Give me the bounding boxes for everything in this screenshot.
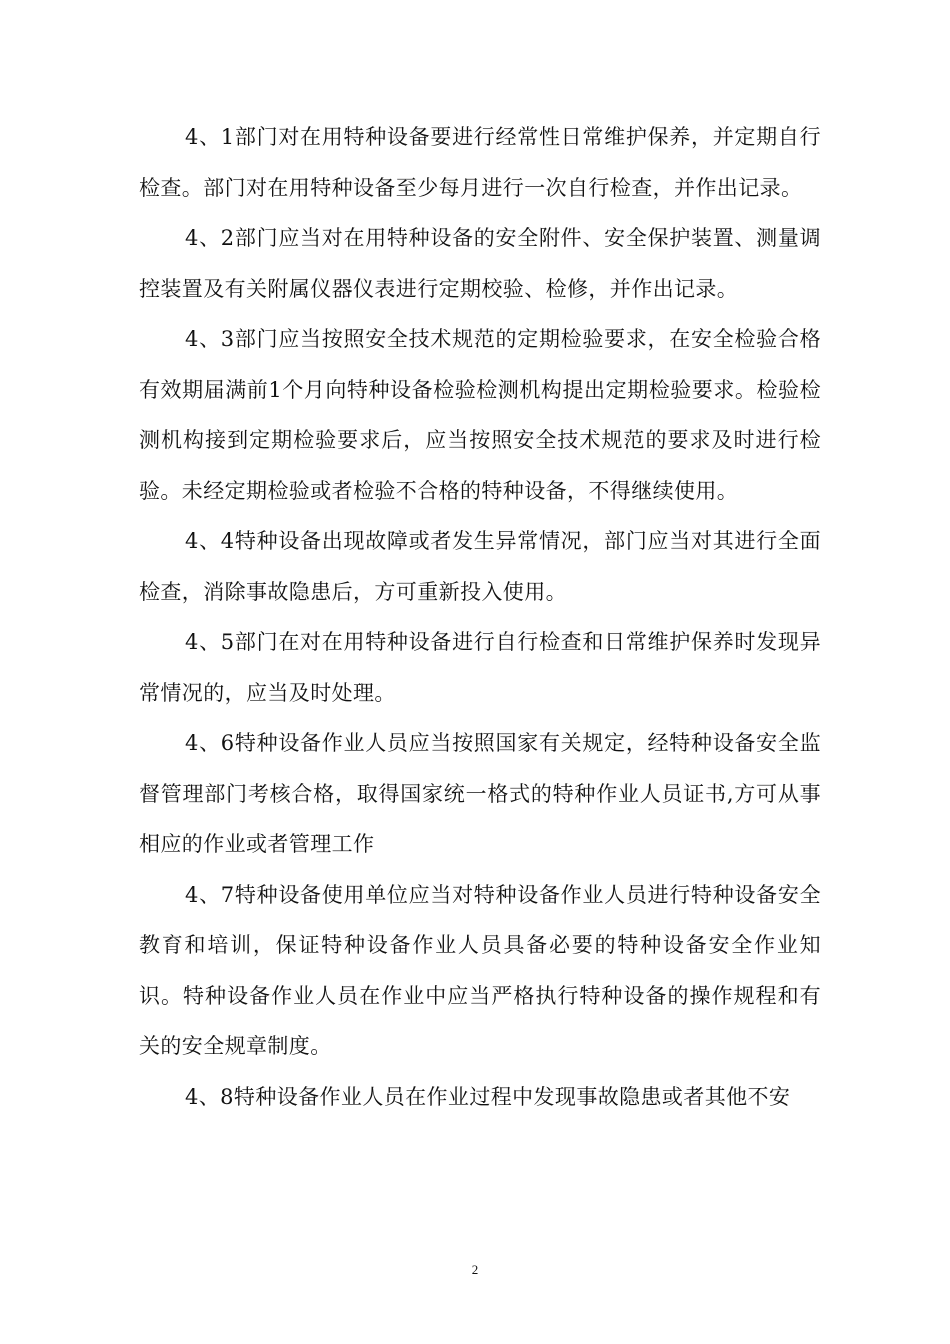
paragraph-4-8: 4、8特种设备作业人员在作业过程中发现事故隐患或者其他不安: [185, 1084, 791, 1109]
page-number: 2: [471, 1262, 479, 1277]
paragraph-4-2: 4、2部门应当对在用特种设备的安全附件、安全保护装置、测量调控装置及有关附属仪器仪表进行定期校验、检修，并作出记录。: [139, 226, 821, 301]
paragraph-4-1: 4、1部门对在用特种设备要进行经常性日常维护保养，并定期自行检查。部门对在用特种设备至少每月进行一次自行检查，并作出记录。: [139, 125, 821, 200]
paragraph-4-7: 4、7特种设备使用单位应当对特种设备作业人员进行特种设备安全教育和培训，保证特种设备作业人员具备必要的特种设备安全作业知识。特种设备作业人员在作业中应当严格执行特种设备的操作规程和有关的安全规章制度。: [139, 882, 821, 1058]
paragraph-4-4: 4、4特种设备出现故障或者发生异常情况，部门应当对其进行全面检查，消除事故隐患后，方可重新投入使用。: [139, 529, 821, 604]
paragraph-4-5: 4、5部门在对在用特种设备进行自行检查和日常维护保养时发现异常情况的，应当及时处理。: [139, 630, 821, 705]
document-body: [139, 112, 821, 1122]
paragraph-4-3: 4、3部门应当按照安全技术规范的定期检验要求，在安全检验合格有效期届满前1个月向特种设备检验检测机构提出定期检验要求。检验检测机构接到定期检验要求后，应当按照安全技术规范的要求及时进行检验。未经定期检验或者检验不合格的特种设备，不得继续使用。: [139, 327, 821, 503]
paragraph-4-6: 4、6特种设备作业人员应当按照国家有关规定，经特种设备安全监督管理部门考核合格，取得国家统一格式的特种作业人员证书,方可从事相应的作业或者管理工作: [139, 731, 821, 856]
